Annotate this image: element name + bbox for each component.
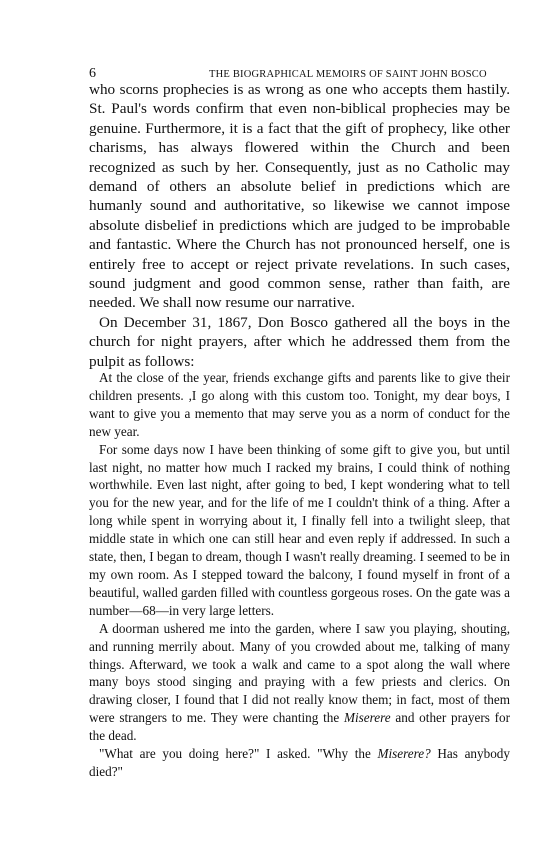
body-paragraph-2: On December 31, 1867, Don Bosco gathered all the boys in the church for night prayers, after which he addressed them from the pulpit as follows: bbox=[89, 313, 510, 370]
quote-paragraph-4-text-b: Has anybody died?" bbox=[89, 746, 510, 779]
quoted-address bbox=[89, 369, 510, 781]
quote-paragraph-3 bbox=[89, 620, 510, 745]
miserere-italic: Miserere bbox=[343, 710, 391, 726]
page-number: 6 bbox=[89, 66, 96, 81]
quote-paragraph-3-text-a: A doorman ushered me into the garden, where I saw you playing, shouting, and running merrily about. Many of you crowded about me, talking of many things. Afterward, we took a walk and came to a spot along the wall where many boys stood singing and praying with a few priests and clerics. On drawing closer, I found that I did not really know them; in fact, most of them were strangers to me. They were chanting the bbox=[89, 620, 510, 726]
body-paragraph-1: who scorns prophecies is as wrong as one who accepts them hastily. St. Paul's words confirm that even non-biblical prophecies may be genuine. Furthermore, it is a fact that the gift of prophecy, like other charisms, has always flowered within the Church and been recognized as such by her. Consequently, just as no Catholic may demand of others an absolute belief in predictions which are humanly sound and authoritative, so likewise we cannot impose absolute disbelief in predictions which are judged to be improbable and fantastic. Where the Church has not pronounced herself, one is entirely free to accept or reject private revelations. In such cases, sound judgment and good common sense, rather than faith, are needed. We shall now resume our narrative. bbox=[89, 81, 510, 312]
quote-paragraph-4-text-a: "What are you doing here?" I asked. "Why the bbox=[99, 746, 378, 762]
quote-paragraph-1: At the close of the year, friends exchange gifts and parents like to give their children presents. ,I go along with this custom too. Tonight, my dear boys, I want to give you a memento that may serve you as a norm of conduct for the new year. bbox=[89, 370, 510, 439]
quote-paragraph-4 bbox=[89, 745, 510, 781]
quote-paragraph-2: For some days now I have been thinking of some gift to give you, but until last night, no matter how much I racked my brains, I could think of nothing worthwhile. Even last night, after going to bed, I kept wondering what to tell you for the new year, and for the life of me I couldn't think of a thing. After a long while spent in worrying about it, I finally fell into a twilight sleep, that middle state in which one can still hear and even reply if addressed. In such a state, then, I began to dream, though I wasn't really dreaming. I seemed to be in my own room. As I stepped toward the balcony, I found myself in front of a beautiful, walled garden filled with countless gorgeous roses. On the gate was a number—68—in very large letters. bbox=[89, 441, 510, 618]
quote-paragraph-3-text-b: and other prayers for the dead. bbox=[89, 710, 510, 744]
miserere-question-italic: Miserere? bbox=[377, 746, 431, 762]
main-text bbox=[89, 80, 510, 371]
running-head: THE BIOGRAPHICAL MEMOIRS OF SAINT JOHN BOSCO bbox=[209, 69, 487, 80]
